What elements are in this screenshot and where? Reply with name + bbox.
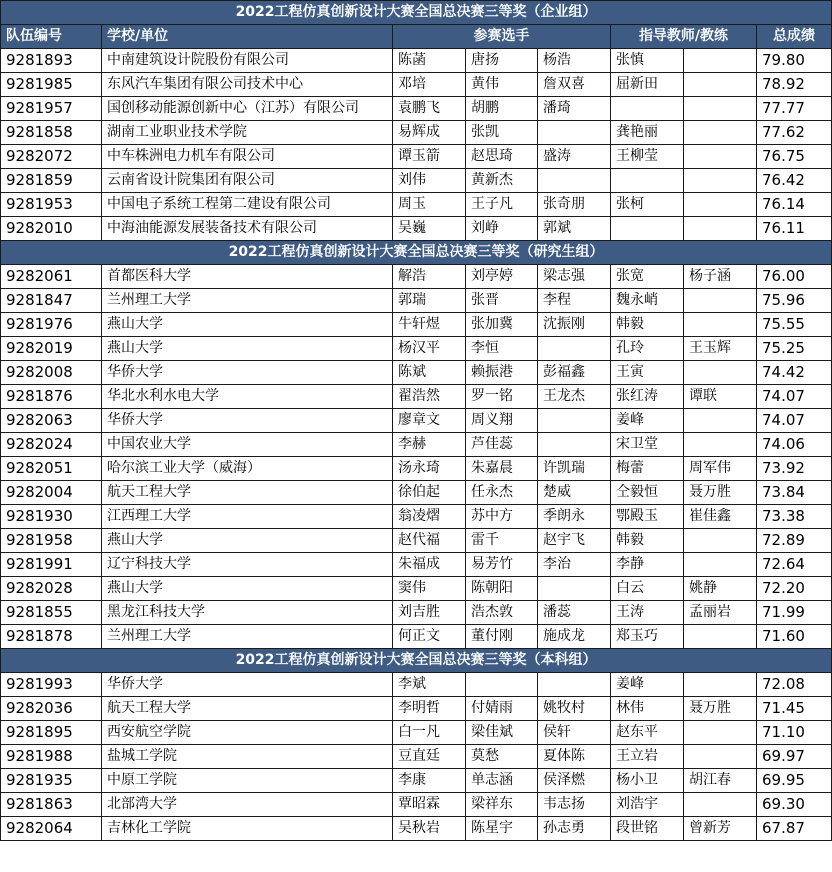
advisor-cell: 姜峰	[611, 409, 684, 433]
team-id-cell: 9282019	[1, 337, 102, 361]
team-id-cell: 9282024	[1, 433, 102, 457]
table-row	[1, 289, 832, 313]
score-cell: 69.30	[757, 793, 832, 817]
contestant-cell: 陈朝阳	[466, 577, 538, 601]
contestant-cell: 梁志强	[538, 265, 611, 289]
contestant-cell: 雷千	[466, 529, 538, 553]
contestant-cell: 莫愁	[466, 745, 538, 769]
score-cell: 74.07	[757, 385, 832, 409]
team-id-cell: 9281893	[1, 49, 102, 73]
advisor-cell: 魏永峭	[611, 289, 684, 313]
score-cell: 76.75	[757, 145, 832, 169]
school-cell: 哈尔滨工业大学（威海）	[102, 457, 393, 481]
contestant-cell: 梁佳斌	[466, 721, 538, 745]
school-cell: 华侨大学	[102, 409, 393, 433]
score-cell: 71.99	[757, 601, 832, 625]
section-title-row	[1, 1, 832, 25]
advisor-cell: 张柯	[611, 193, 684, 217]
advisor-cell	[684, 313, 757, 337]
advisor-cell	[611, 169, 684, 193]
school-cell: 国创移动能源创新中心（江苏）有限公司	[102, 97, 393, 121]
team-id-cell: 9282004	[1, 481, 102, 505]
contestant-cell: 李恒	[466, 337, 538, 361]
contestant-cell: 郭斌	[538, 217, 611, 241]
contestant-cell: 杨浩	[538, 49, 611, 73]
team-id-cell: 9282008	[1, 361, 102, 385]
school-cell: 黑龙江科技大学	[102, 601, 393, 625]
advisor-cell	[684, 433, 757, 457]
table-row	[1, 817, 832, 841]
advisor-cell	[684, 625, 757, 649]
table-row	[1, 697, 832, 721]
contestant-cell	[538, 409, 611, 433]
school-cell: 云南省设计院集团有限公司	[102, 169, 393, 193]
advisor-cell	[684, 73, 757, 97]
contestant-cell: 李治	[538, 553, 611, 577]
contestant-cell: 姚牧村	[538, 697, 611, 721]
table-row	[1, 673, 832, 697]
score-cell: 75.25	[757, 337, 832, 361]
advisor-cell	[684, 289, 757, 313]
contestant-cell: 侯轩	[538, 721, 611, 745]
contestant-cell	[466, 673, 538, 697]
advisor-cell	[684, 409, 757, 433]
advisor-cell: 崔佳鑫	[684, 505, 757, 529]
advisor-cell	[684, 145, 757, 169]
school-cell: 华侨大学	[102, 361, 393, 385]
team-id-cell: 9281985	[1, 73, 102, 97]
team-id-cell: 9282063	[1, 409, 102, 433]
school-cell: 华侨大学	[102, 673, 393, 697]
contestant-cell: 陈星宇	[466, 817, 538, 841]
contestant-cell: 张晋	[466, 289, 538, 313]
contestant-cell: 周义翔	[466, 409, 538, 433]
contestant-cell: 周玉	[393, 193, 466, 217]
school-cell: 中南建筑设计院股份有限公司	[102, 49, 393, 73]
score-cell: 69.97	[757, 745, 832, 769]
table-row	[1, 361, 832, 385]
contestant-cell: 朱嘉晨	[466, 457, 538, 481]
score-cell: 76.42	[757, 169, 832, 193]
table-row	[1, 577, 832, 601]
contestant-cell: 刘亭婷	[466, 265, 538, 289]
team-id-cell: 9281988	[1, 745, 102, 769]
advisor-cell: 龚艳丽	[611, 121, 684, 145]
team-id-cell: 9281878	[1, 625, 102, 649]
section-title: 2022工程仿真创新设计大赛全国总决赛三等奖（企业组）	[1, 1, 832, 25]
score-cell: 71.45	[757, 697, 832, 721]
team-id-cell: 9282036	[1, 697, 102, 721]
table-row	[1, 193, 832, 217]
score-cell: 69.95	[757, 769, 832, 793]
school-cell: 燕山大学	[102, 529, 393, 553]
advisor-cell: 王立岩	[611, 745, 684, 769]
advisor-cell	[684, 529, 757, 553]
team-id-cell: 9281991	[1, 553, 102, 577]
contestant-cell: 罗一铭	[466, 385, 538, 409]
school-cell: 兰州理工大学	[102, 625, 393, 649]
contestant-cell: 陈菡	[393, 49, 466, 73]
score-cell: 79.80	[757, 49, 832, 73]
table-row	[1, 505, 832, 529]
contestant-cell: 张凯	[466, 121, 538, 145]
contestant-cell: 刘峥	[466, 217, 538, 241]
advisor-cell: 林伟	[611, 697, 684, 721]
contestant-cell: 谭玉箭	[393, 145, 466, 169]
contestant-cell: 李赫	[393, 433, 466, 457]
contestant-cell: 郭瑞	[393, 289, 466, 313]
advisor-cell	[684, 217, 757, 241]
contestant-cell: 窦伟	[393, 577, 466, 601]
advisor-cell	[684, 49, 757, 73]
school-cell: 华北水利水电大学	[102, 385, 393, 409]
team-id-cell: 9281976	[1, 313, 102, 337]
score-cell: 74.07	[757, 409, 832, 433]
advisor-cell: 姜峰	[611, 673, 684, 697]
advisor-cell: 王涛	[611, 601, 684, 625]
contestant-cell: 浩杰敦	[466, 601, 538, 625]
table-body	[1, 1, 832, 841]
contestant-cell: 盛涛	[538, 145, 611, 169]
school-cell: 兰州理工大学	[102, 289, 393, 313]
section-title: 2022工程仿真创新设计大赛全国总决赛三等奖（研究生组）	[1, 241, 832, 265]
contestant-cell: 徐伯起	[393, 481, 466, 505]
table-row	[1, 481, 832, 505]
advisor-cell: 白云	[611, 577, 684, 601]
table-row	[1, 217, 832, 241]
advisor-cell: 孟丽岩	[684, 601, 757, 625]
contestant-cell: 李康	[393, 769, 466, 793]
header-contestants: 参赛选手	[393, 25, 611, 49]
team-id-cell: 9281863	[1, 793, 102, 817]
contestant-cell: 潘蕊	[538, 601, 611, 625]
school-cell: 湖南工业职业技术学院	[102, 121, 393, 145]
advisor-cell: 赵东平	[611, 721, 684, 745]
advisor-cell: 仝毅恒	[611, 481, 684, 505]
team-id-cell: 9281847	[1, 289, 102, 313]
team-id-cell: 9281957	[1, 97, 102, 121]
team-id-cell: 9282028	[1, 577, 102, 601]
contestant-cell: 赵思琦	[466, 145, 538, 169]
contestant-cell: 许凯瑞	[538, 457, 611, 481]
advisor-cell: 王寅	[611, 361, 684, 385]
advisor-cell: 张慎	[611, 49, 684, 73]
score-cell: 72.89	[757, 529, 832, 553]
table-row	[1, 457, 832, 481]
score-cell: 72.20	[757, 577, 832, 601]
table-row	[1, 49, 832, 73]
school-cell: 中车株洲电力机车有限公司	[102, 145, 393, 169]
table-row	[1, 793, 832, 817]
team-id-cell: 9282064	[1, 817, 102, 841]
contestant-cell: 楚威	[538, 481, 611, 505]
advisor-cell: 王玉辉	[684, 337, 757, 361]
school-cell: 吉林化工学院	[102, 817, 393, 841]
team-id-cell: 9281858	[1, 121, 102, 145]
table-row	[1, 601, 832, 625]
contestant-cell	[538, 577, 611, 601]
contestant-cell: 刘吉胜	[393, 601, 466, 625]
contestant-cell: 易辉成	[393, 121, 466, 145]
team-id-cell: 9282010	[1, 217, 102, 241]
header-row	[1, 25, 832, 49]
contestant-cell: 吴秋岩	[393, 817, 466, 841]
contestant-cell: 刘伟	[393, 169, 466, 193]
contestant-cell	[538, 337, 611, 361]
school-cell: 燕山大学	[102, 313, 393, 337]
school-cell: 中国农业大学	[102, 433, 393, 457]
contestant-cell: 单志涵	[466, 769, 538, 793]
score-cell: 71.60	[757, 625, 832, 649]
team-id-cell: 9282051	[1, 457, 102, 481]
contestant-cell: 黄新杰	[466, 169, 538, 193]
advisor-cell: 郑玉巧	[611, 625, 684, 649]
section-title-row	[1, 649, 832, 673]
contestant-cell: 孙志勇	[538, 817, 611, 841]
contestant-cell: 夏体陈	[538, 745, 611, 769]
team-id-cell: 9282072	[1, 145, 102, 169]
contestant-cell: 张加冀	[466, 313, 538, 337]
header-team-id: 队伍编号	[1, 25, 102, 49]
header-score: 总成绩	[757, 25, 832, 49]
score-cell: 76.00	[757, 265, 832, 289]
contestant-cell: 吴巍	[393, 217, 466, 241]
contestant-cell	[538, 121, 611, 145]
score-cell: 78.92	[757, 73, 832, 97]
section-title: 2022工程仿真创新设计大赛全国总决赛三等奖（本科组）	[1, 649, 832, 673]
score-cell: 72.64	[757, 553, 832, 577]
contestant-cell: 李明哲	[393, 697, 466, 721]
table-row	[1, 409, 832, 433]
advisor-cell	[684, 169, 757, 193]
contestant-cell: 张奇朋	[538, 193, 611, 217]
contestant-cell: 易芳竹	[466, 553, 538, 577]
advisor-cell: 梅蕾	[611, 457, 684, 481]
advisor-cell: 张红涛	[611, 385, 684, 409]
school-cell: 盐城工学院	[102, 745, 393, 769]
contestant-cell: 李程	[538, 289, 611, 313]
score-cell: 75.55	[757, 313, 832, 337]
contestant-cell: 韦志扬	[538, 793, 611, 817]
team-id-cell: 9281953	[1, 193, 102, 217]
contestant-cell	[538, 169, 611, 193]
advisor-cell	[684, 553, 757, 577]
advisor-cell: 姚静	[684, 577, 757, 601]
contestant-cell: 侯泽燃	[538, 769, 611, 793]
contestant-cell: 汤永琦	[393, 457, 466, 481]
score-cell: 76.14	[757, 193, 832, 217]
advisor-cell: 韩毅	[611, 313, 684, 337]
team-id-cell: 9281930	[1, 505, 102, 529]
contestant-cell: 朱福成	[393, 553, 466, 577]
contestant-cell	[538, 433, 611, 457]
team-id-cell: 9281958	[1, 529, 102, 553]
table-row	[1, 169, 832, 193]
team-id-cell: 9281935	[1, 769, 102, 793]
contestant-cell: 杨汉平	[393, 337, 466, 361]
advisor-cell: 张宽	[611, 265, 684, 289]
advisor-cell: 聂万胜	[684, 481, 757, 505]
school-cell: 中海油能源发展装备技术有限公司	[102, 217, 393, 241]
table-row	[1, 769, 832, 793]
table-row	[1, 121, 832, 145]
school-cell: 燕山大学	[102, 337, 393, 361]
team-id-cell: 9281855	[1, 601, 102, 625]
advisor-cell	[684, 745, 757, 769]
table-row	[1, 433, 832, 457]
contestant-cell: 牛轩煜	[393, 313, 466, 337]
school-cell: 首都医科大学	[102, 265, 393, 289]
school-cell: 北部湾大学	[102, 793, 393, 817]
score-cell: 74.06	[757, 433, 832, 457]
contestant-cell: 唐扬	[466, 49, 538, 73]
advisor-cell: 屈新田	[611, 73, 684, 97]
advisor-cell	[684, 193, 757, 217]
table-row	[1, 553, 832, 577]
table-row	[1, 745, 832, 769]
advisor-cell	[684, 121, 757, 145]
contestant-cell: 赖振港	[466, 361, 538, 385]
advisor-cell	[684, 793, 757, 817]
advisor-cell: 杨子涵	[684, 265, 757, 289]
contestant-cell: 芦佳蕊	[466, 433, 538, 457]
table-row	[1, 529, 832, 553]
advisor-cell: 杨小卫	[611, 769, 684, 793]
team-id-cell: 9282061	[1, 265, 102, 289]
table-row	[1, 625, 832, 649]
advisor-cell: 谭联	[684, 385, 757, 409]
table-row	[1, 73, 832, 97]
advisor-cell: 孔玲	[611, 337, 684, 361]
contestant-cell: 沈振刚	[538, 313, 611, 337]
contestant-cell: 詹双喜	[538, 73, 611, 97]
table-row	[1, 337, 832, 361]
school-cell: 燕山大学	[102, 577, 393, 601]
school-cell: 中国电子系统工程第二建设有限公司	[102, 193, 393, 217]
table-row	[1, 385, 832, 409]
contestant-cell: 何正文	[393, 625, 466, 649]
table-row	[1, 145, 832, 169]
contestant-cell: 任永杰	[466, 481, 538, 505]
header-school: 学校/单位	[102, 25, 393, 49]
contestant-cell: 施成龙	[538, 625, 611, 649]
advisor-cell: 周军伟	[684, 457, 757, 481]
contestant-cell: 豆直廷	[393, 745, 466, 769]
table-row	[1, 97, 832, 121]
school-cell: 航天工程大学	[102, 697, 393, 721]
contestant-cell: 陈斌	[393, 361, 466, 385]
score-cell: 71.10	[757, 721, 832, 745]
score-cell: 73.84	[757, 481, 832, 505]
table-row	[1, 721, 832, 745]
contestant-cell: 黄伟	[466, 73, 538, 97]
advisor-cell: 胡江春	[684, 769, 757, 793]
contestant-cell: 梁祥东	[466, 793, 538, 817]
advisor-cell	[684, 361, 757, 385]
contestant-cell: 袁鹏飞	[393, 97, 466, 121]
contestant-cell: 胡鹏	[466, 97, 538, 121]
contestant-cell: 潘琦	[538, 97, 611, 121]
header-advisors: 指导教师/教练	[611, 25, 757, 49]
school-cell: 西安航空学院	[102, 721, 393, 745]
table-row	[1, 313, 832, 337]
contestant-cell: 廖章文	[393, 409, 466, 433]
advisor-cell	[684, 721, 757, 745]
advisor-cell: 曾新芳	[684, 817, 757, 841]
advisor-cell: 鄂殿玉	[611, 505, 684, 529]
school-cell: 江西理工大学	[102, 505, 393, 529]
section-title-row	[1, 241, 832, 265]
advisor-cell: 韩毅	[611, 529, 684, 553]
contestant-cell: 解浩	[393, 265, 466, 289]
team-id-cell: 9281993	[1, 673, 102, 697]
score-cell: 77.62	[757, 121, 832, 145]
contestant-cell: 赵代福	[393, 529, 466, 553]
advisor-cell: 王柳莹	[611, 145, 684, 169]
contestant-cell: 王龙杰	[538, 385, 611, 409]
advisor-cell	[684, 673, 757, 697]
contestant-cell: 董付刚	[466, 625, 538, 649]
contestant-cell: 李斌	[393, 673, 466, 697]
advisor-cell: 刘浩宇	[611, 793, 684, 817]
contestant-cell: 付婧雨	[466, 697, 538, 721]
advisor-cell: 李静	[611, 553, 684, 577]
team-id-cell: 9281895	[1, 721, 102, 745]
score-cell: 76.11	[757, 217, 832, 241]
team-id-cell: 9281876	[1, 385, 102, 409]
table-row	[1, 265, 832, 289]
score-cell: 77.77	[757, 97, 832, 121]
contestant-cell: 覃昭霖	[393, 793, 466, 817]
contestant-cell: 彭福鑫	[538, 361, 611, 385]
score-cell: 67.87	[757, 817, 832, 841]
contestant-cell: 白一凡	[393, 721, 466, 745]
contestant-cell: 王子凡	[466, 193, 538, 217]
contestant-cell	[538, 673, 611, 697]
contestant-cell: 翁凌熠	[393, 505, 466, 529]
advisor-cell: 段世铭	[611, 817, 684, 841]
school-cell: 中原工学院	[102, 769, 393, 793]
contestant-cell: 苏中方	[466, 505, 538, 529]
advisor-cell	[684, 97, 757, 121]
score-cell: 72.08	[757, 673, 832, 697]
advisor-cell	[611, 97, 684, 121]
contestant-cell: 翟浩然	[393, 385, 466, 409]
contestant-cell: 赵宇飞	[538, 529, 611, 553]
score-cell: 73.92	[757, 457, 832, 481]
score-cell: 74.42	[757, 361, 832, 385]
team-id-cell: 9281859	[1, 169, 102, 193]
school-cell: 东风汽车集团有限公司技术中心	[102, 73, 393, 97]
advisor-cell: 聂万胜	[684, 697, 757, 721]
contestant-cell: 季朗永	[538, 505, 611, 529]
school-cell: 辽宁科技大学	[102, 553, 393, 577]
score-cell: 75.96	[757, 289, 832, 313]
contestant-cell: 邓培	[393, 73, 466, 97]
advisor-cell: 宋卫堂	[611, 433, 684, 457]
advisor-cell	[611, 217, 684, 241]
score-cell: 73.38	[757, 505, 832, 529]
school-cell: 航天工程大学	[102, 481, 393, 505]
